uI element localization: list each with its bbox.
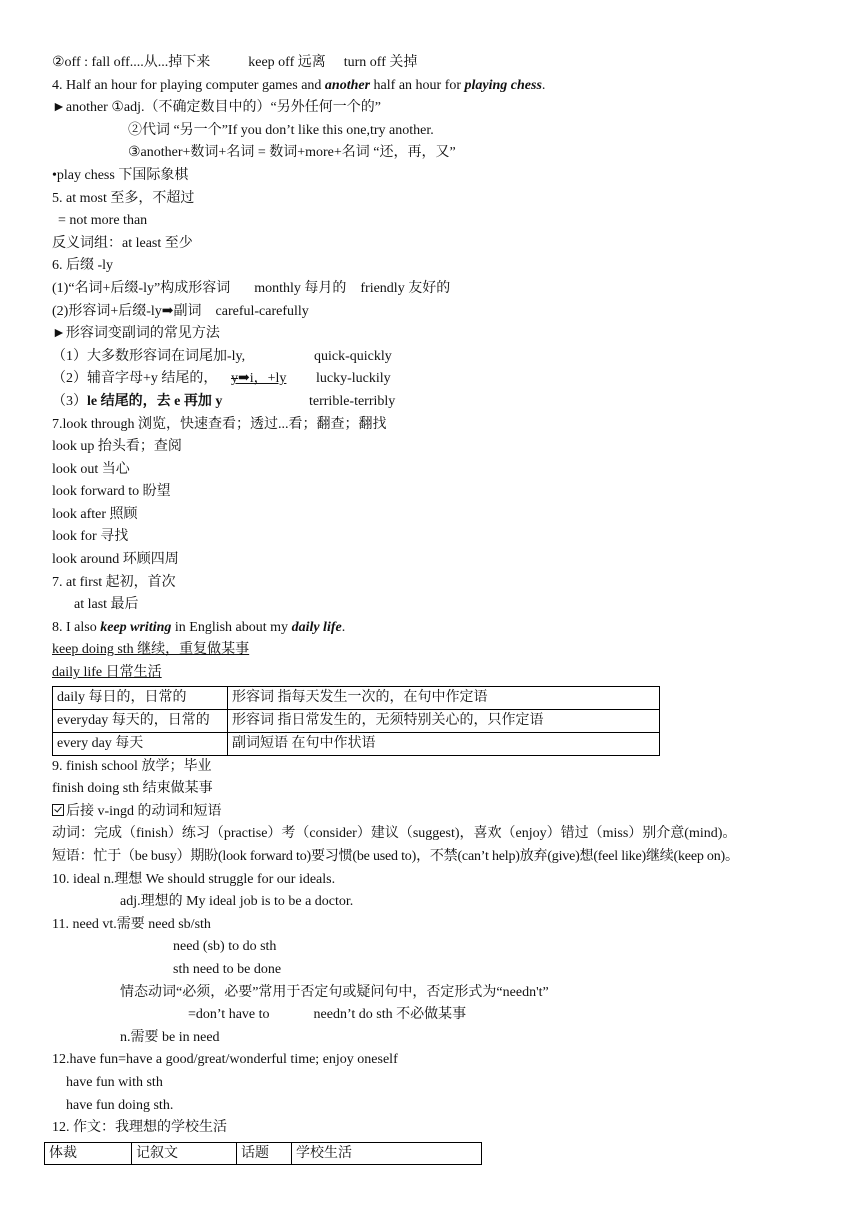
daily-comparison-table [52, 686, 660, 756]
note-line: daily life 日常生活 [52, 665, 162, 681]
note-line: at last 最后 [74, 597, 139, 613]
table-cell: 副词短语 在句中作状语 [228, 732, 660, 755]
note-line: 后接 v-ingd 的动词和短语 [52, 801, 832, 824]
note-line: 4. Half an hour for playing computer games and another half an hour for playing chess. [52, 77, 546, 93]
note-line: have fun doing sth. [66, 1097, 174, 1113]
note-line: need (sb) to do sth [173, 939, 277, 955]
table-cell: every day 每天 [53, 732, 228, 755]
note-line: 7. at first 起初，首次 [52, 574, 176, 590]
note-line: keep doing sth 继续，重复做某事 [52, 642, 250, 658]
table-row [53, 686, 660, 709]
note-line: 5. at most 至多，不超过 [52, 190, 195, 206]
note-line: look forward to 盼望 [52, 484, 171, 500]
note-line: 12. 作文：我理想的学校生活 [52, 1120, 227, 1136]
note-line: 情态动词“必须，必要”常用于否定句或疑问句中，否定形式为“needn't” [120, 984, 549, 1000]
table-cell: 学校生活 [292, 1142, 482, 1164]
note-line: 动词：完成（finish）练习（practise）考（consider）建议（suggest)，喜欢（enjoy）错过（miss）别介意(mind)。 [52, 826, 737, 842]
checkbox-icon [52, 804, 64, 816]
table-cell: 话题 [237, 1142, 292, 1164]
note-line: n.需要 be in need [120, 1029, 220, 1045]
note-line: look up 抬头看；查阅 [52, 439, 182, 455]
table-row [45, 1142, 482, 1164]
note-line: 11. need vt.需要 need sb/sth [52, 916, 211, 932]
note-line: look around 环顾四周 [52, 552, 179, 568]
note-line: 7.look through 浏览，快速查看；透过...看；翻查；翻找 [52, 416, 387, 432]
note-line: have fun with sth [66, 1074, 163, 1090]
note-line: 短语：忙于（be busy）期盼(look forward to)要习惯(be used to)，不禁(can’t help)放弃(give)想(feel like)继续(keep on)。 [52, 849, 739, 864]
document-page [49, 52, 832, 1165]
table-cell: 体裁 [45, 1142, 132, 1164]
note-line: （1）大多数形容词在词尾加-ly, quick-quickly [52, 348, 392, 364]
note-line: finish doing sth 结束做某事 [52, 781, 213, 797]
note-line: sth need to be done [173, 961, 282, 977]
note-line: （3）le 结尾的，去 e 再加 y terrible-terribly [52, 393, 396, 409]
note-line: （2）辅音字母+y 结尾的， y➡i，+ly lucky-luckily [52, 371, 391, 387]
table-cell: everyday 每天的，日常的 [53, 709, 228, 732]
note-line: 8. I also keep writing in English about my daily life. [52, 619, 346, 635]
note-line: 10. ideal n.理想 We should struggle for our ideals. [52, 871, 336, 887]
table-cell: daily 每日的，日常的 [53, 686, 228, 709]
note-line: look after 照顾 [52, 506, 138, 522]
note-line: look for 寻找 [52, 529, 129, 545]
table-row [53, 709, 660, 732]
note-line: =don’t have to needn’t do sth 不必做某事 [188, 1007, 467, 1023]
note-line: 6. 后缀 -ly [52, 258, 114, 274]
note-line: 9. finish school 放学；毕业 [52, 758, 212, 774]
note-line: (2)形容词+后缀-ly➡副词 careful-carefully [52, 303, 309, 319]
note-line: ►another ①adj.（不确定数目中的）“另外任何一个的” [52, 100, 381, 116]
note-line: look out 当心 [52, 461, 130, 477]
table-cell: 形容词 指每天发生一次的，在句中作定语 [228, 686, 660, 709]
note-line: ②代词 “另一个”If you don’t like this one,try another. [128, 122, 434, 138]
note-line: 12.have fun=have a good/great/wonderful time; enjoy oneself [52, 1052, 398, 1068]
note-line: •play chess 下国际象棋 [52, 167, 189, 183]
note-line: ③another+数词+名词 = 数词+more+名词 “还，再，又” [128, 145, 456, 161]
note-line: 反义词组：at least 至少 [52, 235, 193, 251]
note-line: adj.理想的 My ideal job is to be a doctor. [120, 894, 354, 910]
note-line: ►形容词变副词的常见方法 [52, 326, 220, 342]
table-cell: 形容词 指日常发生的，无须特别关心的，只作定语 [228, 709, 660, 732]
note-line: (1)“名词+后缀-ly”构成形容词 monthly 每月的 friendly 友好的 [52, 280, 451, 296]
composition-table [44, 1142, 482, 1165]
table-cell: 记叙文 [132, 1142, 237, 1164]
table-row [53, 732, 660, 755]
note-line: ②off : fall off....从...掉下来 keep off 远离 turn off 关掉 [52, 55, 418, 70]
note-line: = not more than [58, 213, 148, 229]
